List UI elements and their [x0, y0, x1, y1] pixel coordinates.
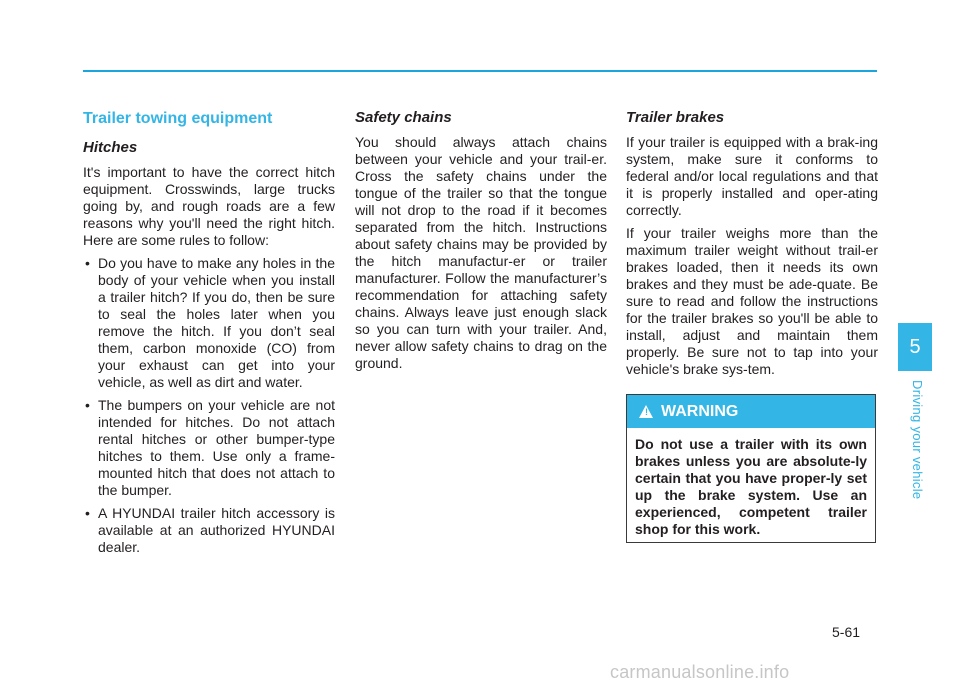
watermark: carmanualsonline.info — [610, 662, 790, 682]
column-safety-chains — [355, 108, 607, 378]
trailer-brakes-para-2: If your trailer weighs more than the maximum trailer weight without trail-er brakes loaded, then it needs its own brakes and they must be ade-quate. Be sure to read and follow the instructions for the trailer brakes so you'll be able to install, adjust and maintain them properly. Be sure not to tap into your vehicle's brake sys-tem. — [626, 225, 878, 377]
hitch-rules-list — [83, 255, 335, 556]
hitches-heading: Hitches — [83, 139, 138, 156]
chapter-title: Driving your vehicle — [910, 380, 925, 500]
column-trailer-brakes — [626, 108, 878, 384]
hitches-intro: It's important to have the correct hitch equipment. Crosswinds, large trucks going by, and rough roads are a few reasons why you'll need the right hitch. Here are some rules to follow: — [83, 164, 335, 248]
chapter-number-tab: 5 — [898, 323, 932, 371]
safety-chains-body: You should always attach chains between your vehicle and your trail-er. Cross the safety chains under the tongue of the trailer so that the tongue will not drop to the road if it becomes separated from the hitch. Instructions about safety chains may be provided by the hitch manufactur-er or trailer manufacturer. Follow the manufacturer’s recommendation for attaching safety chains. Always leave just enough slack so you can turn with your trailer. And, never allow safety chains to drag on the ground. — [355, 134, 607, 371]
header-rule — [83, 70, 877, 72]
trailer-brakes-para-1: If your trailer is equipped with a brak-ing system, make sure it conforms to federal and/or local regulations and that it is properly installed and oper-ating correctly. — [626, 134, 878, 218]
warning-header — [627, 395, 875, 428]
warning-box — [626, 394, 876, 543]
trailer-brakes-heading: Trailer brakes — [626, 109, 725, 126]
safety-chains-heading: Safety chains — [355, 109, 452, 126]
warning-triangle-icon: ! — [639, 405, 653, 418]
column-hitches — [83, 108, 335, 562]
hitch-rule-bumpers: • The bumpers on your vehicle are not intended for hitches. Do not attach rental hitches or other bumper-type hitches to them. Use only a frame-mounted hitch that does not attach to the bumper. — [83, 397, 335, 499]
hitch-rule-holes: • Do you have to make any holes in the body of your vehicle when you install a trailer hitch? If you do, then be sure to seal the holes later when you remove the hitch. If you don’t seal them, carbon monoxide (CO) from your exhaust can get into your vehicle, as well as dirt and water. — [83, 255, 335, 391]
warning-title: WARNING — [661, 402, 739, 420]
warning-text: Do not use a trailer with its own brakes unless you are absolute-ly certain that you have proper-ly set up the brake system. Use an experienced, competent trailer shop for this work. — [635, 436, 867, 537]
section-title: Trailer towing equipment — [83, 110, 273, 127]
page-number: 5-61 — [832, 624, 861, 640]
hitch-rule-accessory: • A HYUNDAI trailer hitch accessory is available at an authorized HYUNDAI dealer. — [83, 505, 335, 556]
